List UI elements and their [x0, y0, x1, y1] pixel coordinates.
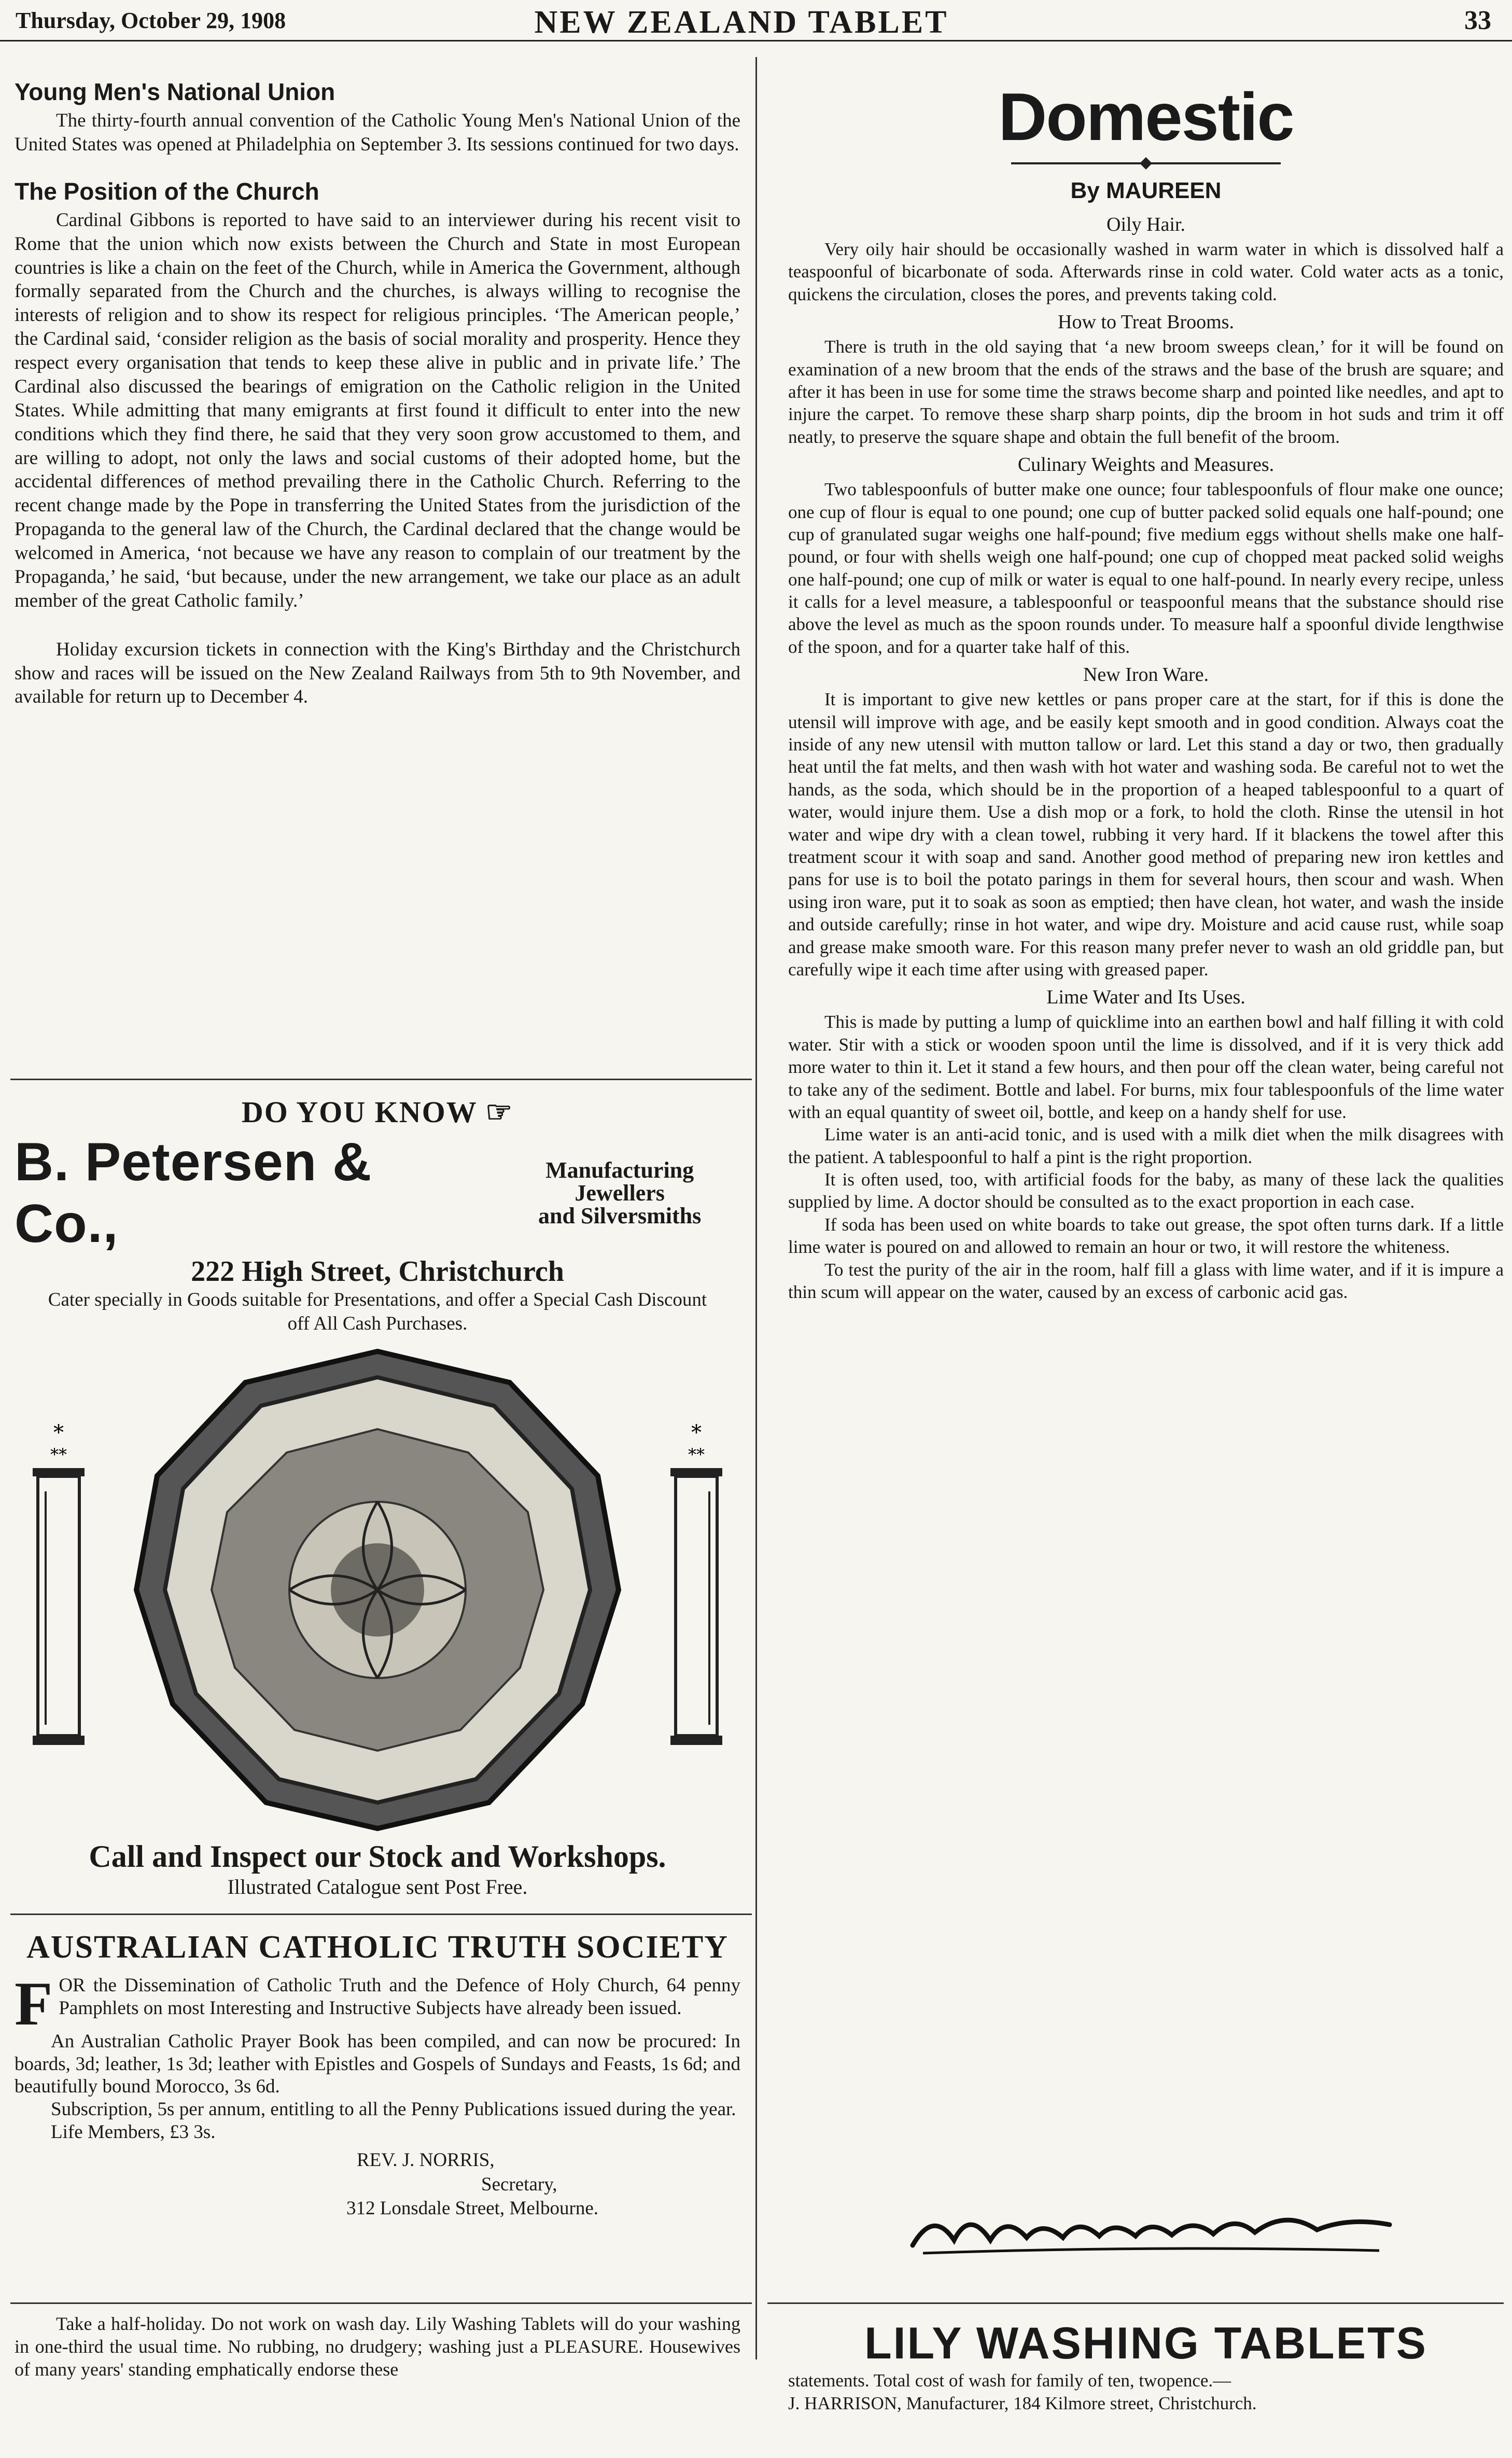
- lily-line2: J. HARRISON, Manufacturer, 184 Kilmore street, Christchurch.: [788, 2393, 1257, 2413]
- s3-text: Two tablespoonfuls of butter make one ounce; four tablespoonfuls of flour make one ounce; one cup of flour is equal to one pound; one cup of butter packed solid equals one half-pound; one cup of granulated sugar weighs one half-pound; five medium eggs without shells make one half-pound, or four with shells weigh one half-pound; one cup of chopped meat packed solid weighs one half-pound; one cup of milk or water is equal to one half-pound. In nearly every recipe, unless it calls for a level measure, a tablespoonful or teaspoonful means that the substance should rise above the level as much as the spoon rounds under. To measure half a spoonful divide lengthwise of the spoon, and for a quarter take half of this.: [788, 479, 1504, 657]
- actc-sign-address: 312 Lonsdale Street, Melbourne.: [346, 2197, 599, 2219]
- s4-text: It is important to give new kettles or pans proper care at the start, for if this is done the utensil will improve with age, and be easily kept smooth and in good condition. Always coat the inside of any new utensil with mutton tallow or lard. Let this stand a day or two, then gradually heat until the fat melts, and then wash with hot water and washing soda. Be careful not to wet the hands, as the soda, which should be in the proportion of a heaped tablespoonful to a quart of water, would injure them. Use a dish mop or a fork, to hold the cloth. Rinse the utensil in hot water and wipe dry with a clean towel, rubbing it very hard. If it blackens the towel after this treatment scour it with soap and sand. Another good method of preparing new iron kettles and pans for use is to boil the potato parings in them for several hours, then scour and wash. When using iron ware, put it to soak as soon as emptied; then have clean, hot water, and wash the inside and outside carefully; rinse in hot water, and wipe dry. Moisture and acid cause rust, while soap and grease make smooth ware. For this reason many prefer never to wash an old griddle pan, but carefully wipe it each time after using with greased paper.: [788, 689, 1504, 980]
- left-column-articles: [15, 78, 740, 709]
- s5-text-a: This is made by putting a lump of quicklime into an earthen bowl and half filling it with cold water. Stir with a stick or wooden spoon until the lime is dissolved, and if it is very thick add more water to thin it. Let it stand a few hours, and then pour off the clean water, being careful not to take any of the sediment. Bottle and label. For burns, mix four tablespoonfuls of the lime water with an equal quantity of sweet oil, bottle, and keep on a handy shelf for use.: [788, 1012, 1504, 1122]
- domestic-byline: By MAUREEN: [1070, 178, 1222, 203]
- actc-sign-name: REV. J. NORRIS,: [357, 2149, 495, 2171]
- holiday-text: Holiday excursion tickets in connection with the King's Birthday and the Christchurch show and races will be issued on the New Zealand Railways from 5th to 9th November, and available for return up to December 4.: [15, 638, 740, 708]
- maureen-signature: [892, 2188, 1410, 2261]
- domestic-title: Domestic: [998, 79, 1294, 155]
- ad-trade-line2: and Silversmiths: [538, 1203, 702, 1228]
- actc-p1: OR the Dissemination of Catholic Truth and the Defence of Holy Church, 64 penny Pamphlets on most Interesting and Instructive Subjects have already been issued.: [59, 1975, 740, 2019]
- svg-text:*: *: [53, 1420, 64, 1445]
- left-rule-3: [10, 2302, 752, 2304]
- church-heading: The Position of the Church: [15, 177, 319, 205]
- ad-catalogue: Illustrated Catalogue sent Post Free.: [227, 1875, 528, 1898]
- ornament-rule: [788, 156, 1504, 171]
- wash-advertisement: [15, 2313, 740, 2381]
- ad-trade-line1: Manufacturing Jewellers: [545, 1157, 694, 1206]
- ad-do-you-know: DO YOU KNOW ☞: [241, 1095, 514, 1129]
- ad-firm-row: [15, 1132, 740, 1255]
- right-rule-bottom: [767, 2302, 1504, 2304]
- right-pillar-illustration: [668, 1419, 725, 1771]
- tray-illustration: [15, 1341, 740, 1839]
- actc-p3: Subscription, 5s per annum, entitling to all the Penny Publications issued during the year.: [51, 2098, 736, 2120]
- actc-title: AUSTRALIAN CATHOLIC TRUTH SOCIETY: [26, 1930, 729, 1965]
- actc-signature: [346, 2148, 740, 2220]
- s5-text-b: Lime water is an anti-acid tonic, and is used with a milk diet when the milk disagrees with the patient. A tablespoonful to half a pint is the right proportion.: [788, 1124, 1504, 1167]
- lily-advertisement: [788, 2318, 1504, 2415]
- s5-title: Lime Water and Its Uses.: [1046, 986, 1245, 1009]
- s5-text-c: It is often used, too, with artificial foods for the baby, as many of these lack the qualities supplied by lime. A doctor should be consulted as to the exact proportion in each case.: [788, 1169, 1504, 1212]
- ad-call-inspect: Call and Inspect our Stock and Workshops.: [89, 1839, 666, 1874]
- s1-text: Very oily hair should be occasionally washed in warm water in which is dissolved half a teaspoonful of bicarbonate of soda. Afterwards rinse in cold water. Cold water acts as a tonic, quickens the circulation, closes the pores, and prevents taking cold.: [788, 239, 1504, 304]
- ad-firm-name: B. Petersen & Co.,: [15, 1132, 372, 1254]
- ad-address: 222 High Street, Christchurch: [191, 1255, 564, 1288]
- masthead-title: NEW ZEALAND TABLET: [534, 5, 949, 40]
- lily-title: LILY WASHING TABLETS: [864, 2319, 1427, 2368]
- domestic-column: [788, 78, 1504, 1303]
- column-divider: [755, 57, 757, 2359]
- s3-title: Culinary Weights and Measures.: [1017, 454, 1275, 476]
- s4-title: New Iron Ware.: [1083, 664, 1209, 686]
- s5-text-e: To test the purity of the air in the room, half fill a glass with lime water, and if it is impure a thin scum will appear on the water, caused by an excess of carbonic acid gas.: [788, 1259, 1504, 1303]
- s2-title: How to Treat Brooms.: [1058, 311, 1234, 333]
- s1-title: Oily Hair.: [1107, 214, 1185, 235]
- ymnu-heading: Young Men's National Union: [15, 78, 335, 105]
- svg-text:**: **: [688, 1444, 705, 1464]
- wash-ad-text: Take a half-holiday. Do not work on wash day. Lily Washing Tablets will do your washing in one-third the usual time. No rubbing, no drudgery; washing just a PLEASURE. Housewives of many years' standing emphatically endorse these: [15, 2313, 740, 2380]
- ymnu-text: The thirty-fourth annual convention of the Catholic Young Men's National Union of the United States was opened at Philadelphia on September 3. Its sessions continued for two days.: [15, 110, 740, 155]
- svg-text:*: *: [691, 1420, 702, 1445]
- actc-sign-title: Secretary,: [481, 2173, 557, 2195]
- petersen-advertisement: [15, 1094, 740, 1899]
- ad-cater-text: Cater specially in Goods suitable for Presentations, and offer a Special Cash Discount off All Cash Purchases.: [48, 1289, 707, 1334]
- masthead: [0, 0, 1512, 41]
- actc-body: [15, 1969, 740, 2143]
- svg-text:**: **: [50, 1444, 67, 1464]
- actc-p4: Life Members, £3 3s.: [51, 2121, 216, 2143]
- church-text: Cardinal Gibbons is reported to have said to an interviewer during his recent visit to Rome that the union which now exists between the Church and State in most European countries is like a chain on the feet of the Church, while in America the Government, although formally separated from the Church and the churches, is always willing to recognise the interests of religion and to show its respect for religious principles. ‘The American people,’ the Cardinal said, ‘consider religion as the basis of social morality and prosperity. Hence they respect every organisation that tends to keep these alive in public and in private life.’ The Cardinal also discussed the bearings of emigration on the Catholic religion in the United States. While admitting that many emigrants at first found it difficult to enter into the new conditions which they find there, he said that they very soon grow accustomed to them, and are willing to adopt, not only the laws and social customs of their adopted home, but the accidental differences of method prevailing there in the Catholic Church. Referring to the recent change made by the Pope in transferring the United States from the jurisdiction of the Propaganda to the general law of the Church, the Cardinal declared that the change would be welcomed in America, ‘not because we have any reason to complain of our treatment by the Propaganda,’ he said, ‘but because, under the new arrangement, we take our place as an adult member of the great Catholic family.’: [15, 209, 740, 611]
- actc-dropcap: F: [15, 1969, 53, 2038]
- s2-text: There is truth in the old saying that ‘a new broom sweeps clean,’ for it will be found on examination of a new broom that the ends of the straws and the base of the brush are square; and after it has been in use for some time the straws become sharp and pointed like needles, and apt to injure the carpet. To remove these sharp sharp points, dip the broom in hot suds and trim it off neatly, to preserve the square shape and obtain the full benefit of the broom.: [788, 337, 1504, 447]
- actc-advertisement: [15, 1929, 740, 2220]
- ad-trade: [499, 1159, 740, 1227]
- left-rule-2: [10, 1914, 752, 1915]
- silver-tray-icon: [116, 1341, 639, 1839]
- left-rule-1: [10, 1079, 752, 1080]
- actc-p2: An Australian Catholic Prayer Book has been compiled, and can now be procured: In boards, 3d; leather, 1s 3d; leather with Epistles and Gospels of Sundays and Feasts, 1s 6d; and beautifully bound Morocco, 3s 6d.: [15, 2031, 740, 2098]
- left-pillar-illustration: [30, 1419, 87, 1771]
- masthead-date: Thursday, October 29, 1908: [16, 8, 286, 33]
- s5-text-d: If soda has been used on white boards to take out grease, the spot often turns dark. If a little lime water is poured on and allowed to remain an hour or two, it will restore the whiteness.: [788, 1214, 1504, 1258]
- page-number: 33: [1464, 6, 1491, 35]
- lily-line1: statements. Total cost of wash for family of ten, twopence.—: [788, 2370, 1231, 2391]
